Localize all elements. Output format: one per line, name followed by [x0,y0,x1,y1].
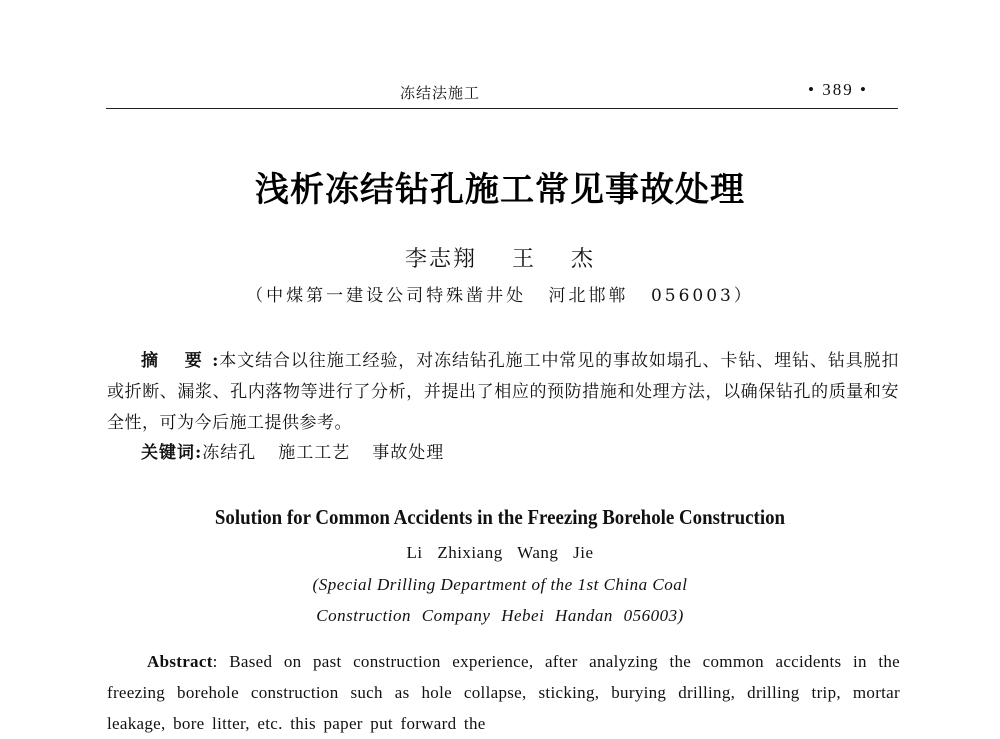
chinese-abstract [107,346,899,439]
page-number: • 389 • [808,80,868,99]
english-authors: Li Zhixiang Wang Jie [406,543,594,562]
chinese-title: 浅析冻结钻孔施工常见事故处理 [255,170,745,210]
english-abstract-text: : Based on past construction experience, after analyzing the common accidents in the freezing borehole construction such as hole collapse, sticking, burying drilling, drilling trip, mortar leakage, bore litter, etc. this paper put forward the [107,652,900,733]
chinese-keywords-colon: : [195,443,203,463]
keyword: 施工工艺 [278,443,351,463]
english-title: Solution for Common Accidents in the Freezing Borehole Construction [214,505,786,529]
chinese-affiliation: （中煤第一建设公司特殊凿井处 河北邯郸 056003） [246,286,754,306]
english-abstract-label: Abstract [147,652,213,671]
header-rule [106,108,898,109]
chinese-abstract-colon: : [212,351,219,371]
chinese-keywords [141,438,901,469]
running-header-section: 冻结法施工 [399,84,480,102]
chinese-abstract-text: 本文结合以往施工经验，对冻结钻孔施工中常见的事故如塌孔、卡钻、埋钻、钻具脱扣或折断、漏浆、孔内落物等进行了分析，并提出了相应的预防措施和处理方法，以确保钻孔的质量和安全性，可为今后施工提供参考。 [107,351,900,433]
english-abstract [107,646,900,739]
keyword: 冻结孔 [202,443,257,463]
chinese-keywords-label: 关键词 [141,443,195,463]
english-affiliation-line-2: Construction Company Hebei Handan 056003) [316,606,684,625]
english-affiliation-line-1: (Special Drilling Department of the 1st China Coal [312,575,688,594]
keyword: 事故处理 [372,443,445,463]
chinese-abstract-label: 摘 要 [141,351,213,371]
chinese-authors: 李志翔 王 杰 [405,247,595,272]
